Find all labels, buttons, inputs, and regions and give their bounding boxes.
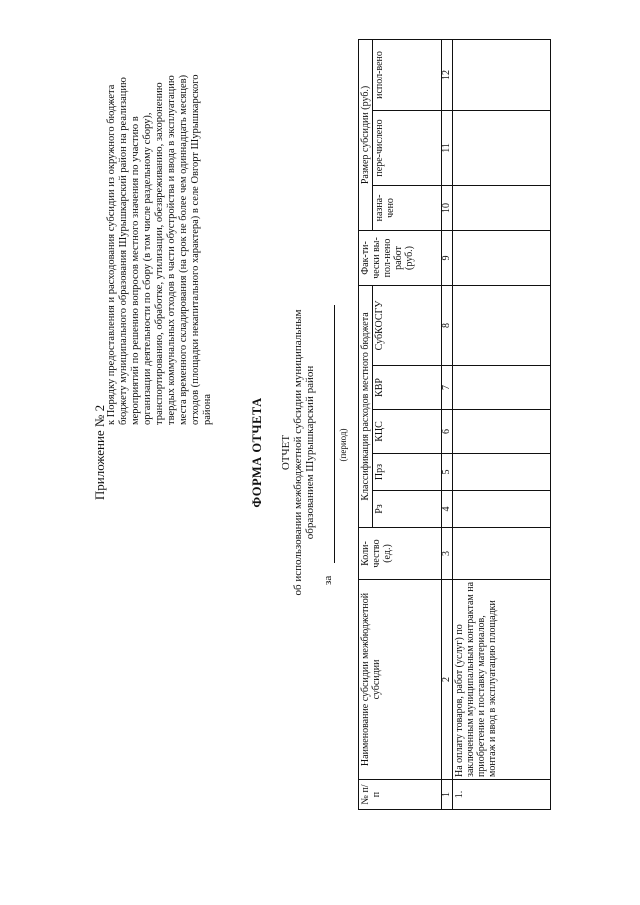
table-row <box>453 39 551 809</box>
col-number: 4 <box>442 491 453 528</box>
header-classification: Классификация расходов местного бюджета <box>359 285 373 527</box>
header-subkosgu: СубКОСГУ <box>373 285 442 365</box>
row-name: На оплату товаров, работ (услуг) по заключенным муниципальным контрактам на приобретение и поставку материалов, монтаж и ввод в эксплуатацию площадки <box>453 580 551 780</box>
report-subtitle: об использовании межбюджетной субсидии муниципальным образованием Шурышкарский район <box>292 309 316 596</box>
appendix-text: к Порядку предоставления и расходования субсидии из окружного бюджета бюджету муниципального образования Шурышкарский район на реализацию мероприятий по решению вопросов местного значения по участию в организации деятельности по сбору (в том числе раздельному сбору), транспортированию, обработке, утилизации, обезвреживанию, захоронению твердых коммунальных отходов в части обустройства и ввода в эксплуатацию места временного складирования (на срок не более чем одиннадцать месяцев) отходов (площадки некапитального характера) в селе Овгорт Шурышкарского района <box>106 74 213 425</box>
column-number-row <box>442 39 453 809</box>
col-number: 11 <box>442 110 453 185</box>
period-line <box>334 305 335 563</box>
row-cell-used <box>453 39 551 110</box>
col-number: 12 <box>442 39 453 110</box>
report-table <box>358 39 551 810</box>
header-num: № п/п <box>359 780 442 810</box>
header-name: Наименование субсидии межбюджетной субсидии <box>359 580 442 780</box>
row-cell-prz <box>453 454 551 491</box>
col-number: 3 <box>442 528 453 580</box>
row-num: 1. <box>453 780 551 810</box>
period-prefix: за <box>322 575 334 585</box>
header-qty: Коли-чество (ед.) <box>359 528 442 580</box>
row-cell-rz <box>453 491 551 528</box>
report-title: ОТЧЕТ <box>280 434 292 471</box>
header-kvr: КВР <box>373 366 442 410</box>
col-number: 7 <box>442 366 453 410</box>
form-title: ФОРМА ОТЧЕТА <box>250 397 264 508</box>
col-number: 8 <box>442 285 453 365</box>
row-cell-kcs <box>453 410 551 454</box>
col-number: 1 <box>442 780 453 810</box>
header-used: испол-вено <box>373 39 442 110</box>
header-subsidy: Размер субсидии (руб.) <box>359 39 373 230</box>
row-cell-subkosgu <box>453 285 551 365</box>
col-number: 10 <box>442 185 453 230</box>
header-row-1 <box>359 39 373 809</box>
header-rz: Рз <box>373 491 442 528</box>
col-number: 6 <box>442 410 453 454</box>
appendix-title: Приложение № 2 <box>92 404 107 501</box>
period-caption: (период) <box>338 428 348 462</box>
col-number: 5 <box>442 454 453 491</box>
row-cell-assigned <box>453 185 551 230</box>
row-cell-kvr <box>453 366 551 410</box>
report-title-block <box>280 0 316 905</box>
col-number: 9 <box>442 230 453 285</box>
row-cell-transferred <box>453 110 551 185</box>
header-assigned: назна-чено <box>373 185 442 230</box>
header-transferred: пере-числено <box>373 110 442 185</box>
row-cell-actual <box>453 230 551 285</box>
row-cell-qty <box>453 528 551 580</box>
header-prz: Прз <box>373 454 442 491</box>
header-actual: Фак-ти-чески вы-пол-нено работ (руб.) <box>359 230 442 285</box>
col-number: 2 <box>442 580 453 780</box>
header-kcs: КЦС <box>373 410 442 454</box>
period-row <box>322 305 334 585</box>
